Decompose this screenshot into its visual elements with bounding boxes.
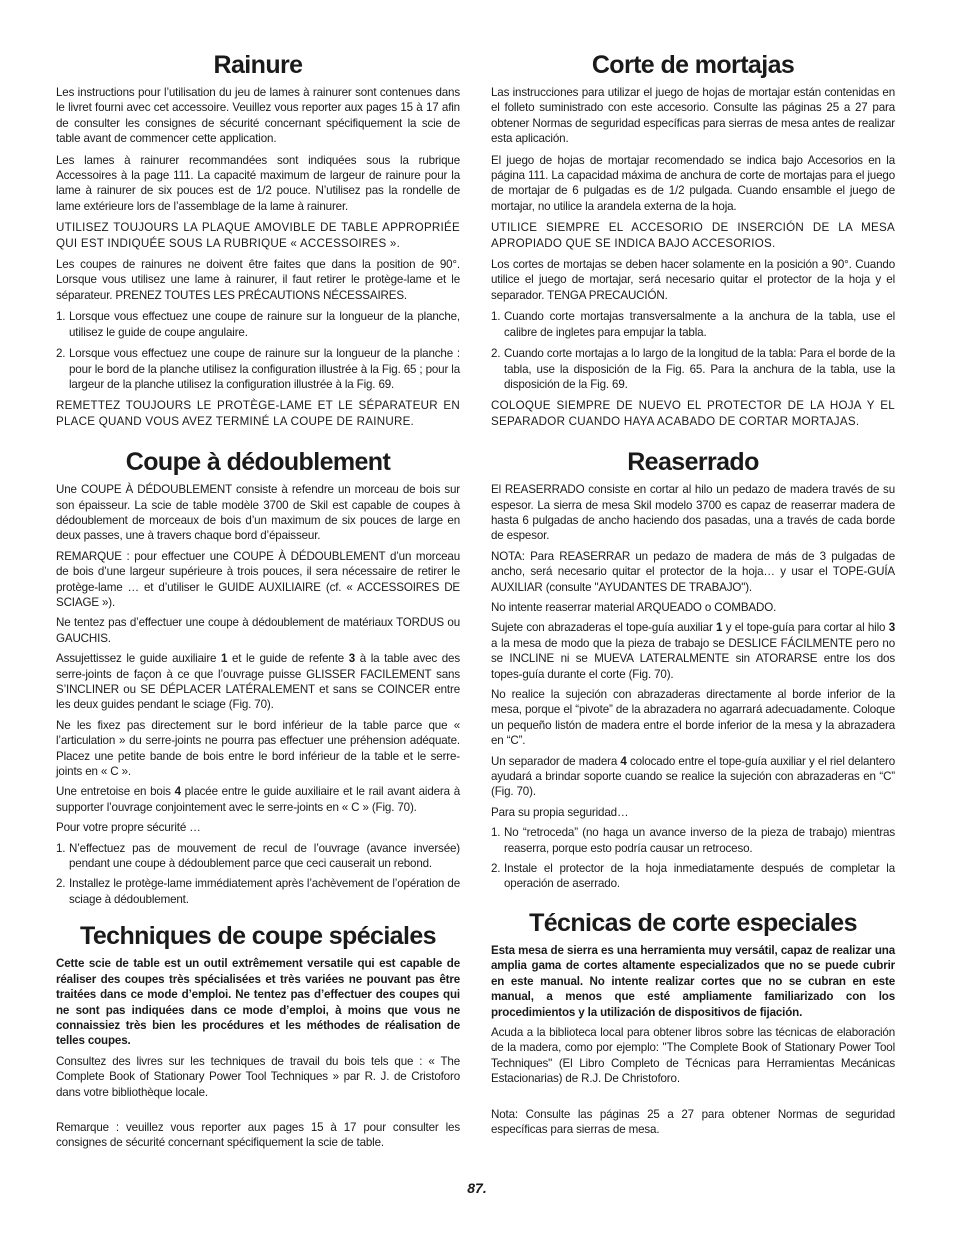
page-number: 87. bbox=[467, 1180, 487, 1196]
paragraph: El REASERRADO consiste en cortar al hilo un pedazo de madera través de su espesor. La sierra de mesa Skil modelo 3700 es capaz de reaserrar madera de hasta 6 pulgadas de ancho haciendo dos pasadas, una a través de cada borde de espesor. bbox=[491, 483, 895, 543]
callout-number: 4 bbox=[174, 785, 181, 799]
list-text: Cuando corte mortajas a lo largo de la longitud de la tabla: Para el borde de la tabla, use la disposición de la Fig. 65. Para la anchura de la tabla, use la disposición de la Fig. 69. bbox=[504, 347, 895, 391]
section-title-techniques: Techniques de coupe spéciales bbox=[80, 922, 436, 951]
list-text: Cuando corte mortajas transversalmente a la anchura de la tabla, use el calibre de ingletes para empujar la tabla. bbox=[504, 310, 895, 339]
text-run: colocado entre el tope-guía auxiliar y el riel delantero ayudará a brindar soporte cuando se realice la sujeción con abrazaderas en “C” (Fig. 70). bbox=[491, 754, 895, 799]
paragraph: Les lames à rainurer recommandées sont indiquées sous la rubrique Accessoires à la page 111. La capacité maximum de largeur de rainure pour la lame à rainurer de six pouces est de 1/2 pouce. N’utilisez pas la rondelle de lame extérieure lors de l’assemblage de la lame à rainurer. bbox=[56, 153, 460, 213]
list-number: 1. bbox=[56, 841, 66, 855]
list-item bbox=[56, 876, 460, 907]
paragraph bbox=[56, 784, 460, 815]
text-run: et le guide de refente bbox=[227, 652, 349, 666]
paragraph: No intente reaserrar material ARQUEADO o COMBADO. bbox=[491, 600, 777, 614]
paragraph: REMARQUE : pour effectuer une COUPE À DÉDOUBLEMENT d’un morceau de bois d’une largeur supérieure à trois pouces, il sera nécessaire de retirer le protège-lame … et d’utiliser le GUIDE AUXILIAIRE (cf. « ACCESSOIRES DE SCIAGE »). bbox=[56, 549, 460, 609]
list-text: Lorsque vous effectuez une coupe de rainure sur la longueur de la planche, utilisez le guide de coupe angulaire. bbox=[69, 310, 460, 339]
list-item bbox=[56, 841, 460, 872]
paragraph: Acuda a la biblioteca local para obtener libros sobre las técnicas de elaboración de la madera, como por ejemplo: "The Complete Book of Stationary Power Tool Techniques" (El Libro Completo de Técnicas para Herramientas Mecánicas Estacionarias) de R.J. De Christoforo. bbox=[491, 1025, 895, 1086]
paragraph: No realice la sujeción con abrazaderas directamente al borde inferior de la mesa, porque el “pivote” de la abrazadera no agarrará adecuadamente. Coloque un pequeño listón de madera entre el borde inferior de la mesa y la abrazadera en “C”. bbox=[491, 688, 895, 748]
french-column bbox=[56, 50, 460, 1151]
spanish-column bbox=[491, 50, 895, 1137]
list-item bbox=[56, 346, 460, 392]
paragraph: COLOQUE SIEMPRE DE NUEVO EL PROTECTOR DE LA HOJA Y EL SEPARADOR CUANDO HAYA ACABADO DE CORTAR MORTAJAS. bbox=[491, 399, 895, 428]
paragraph: Cette scie de table est un outil extrêmement versatile qui est capable de réaliser des coupes très spécialisées et très variées ne pouvant pas être traitées dans ce mode d’emploi. Ne tentez pas d’effectuer des coupes qui ne sont pas indiquées dans ce mode d’emploi, à moins que vous ne connaissiez très bien les procédures et les méthodes de réalisation de telles coupes. bbox=[56, 957, 460, 1048]
paragraph: UTILISEZ TOUJOURS LA PLAQUE AMOVIBLE DE TABLE APPROPRIÉE QUI EST INDIQUÉE SOUS LA RUBRIQUE « ACCESSOIRES ». bbox=[56, 221, 460, 250]
paragraph: Esta mesa de sierra es una herramienta muy versátil, capaz de realizar una amplia gama de cortes altamente especializados que no se puede cubrir en este manual. No intente realizar cortes que no se cubran en este manual, a menos que esté ampliamente familiarizado con los procedimientos y la utilización de dispositivos de fijación. bbox=[491, 943, 895, 1019]
paragraph: Nota: Consulte las páginas 25 a 27 para obtener Normas de seguridad específicas para sierras de mesa. bbox=[491, 1107, 895, 1136]
list-number: 2. bbox=[56, 877, 66, 891]
paragraph: Para su propia seguridad… bbox=[491, 805, 629, 819]
text-run: à la table avec des serre-joints de façon à ce que l’ouvrage puisse GLISSER FACILEMENT sans S’INCLINER ou SE DÉPLACER LATÉRALEMENT et sans se COINCER entre les deux guides pendant le sciage (Fig. 70). bbox=[56, 652, 460, 712]
callout-number: 1 bbox=[221, 652, 228, 666]
paragraph bbox=[56, 651, 460, 713]
list-text: Installez le protège-lame immédiatement après l’achèvement de l’opération de sciage à dédoublement. bbox=[69, 877, 460, 906]
section-title-tecnicas: Técnicas de corte especiales bbox=[529, 908, 857, 937]
list-item bbox=[491, 861, 895, 892]
list-number: 2. bbox=[491, 862, 501, 876]
paragraph: El juego de hojas de mortajar recomendado se indica bajo Accesorios en la página 111. La capacidad máxima de anchura de corte de mortajas para el juego de mortajar de 6 pulgadas es de 1/2 pulgada. Cuando ensamble el juego de mortajar, no utilice la arandela externa de la hoja. bbox=[491, 153, 895, 213]
list-text: N’effectuez pas de mouvement de recul de l’ouvrage (avance inversée) pendant une coupe à dédoublement parce que ceci causerait un rebond. bbox=[69, 841, 460, 871]
paragraph: Ne les fixez pas directement sur le bord inférieur de la table parce que « l’articulation » du serre-joints ne pourra pas effectuer une préhension adéquate. Placez une petite bande de bois entre le bord inférieur de la table et le serre-joints en « C ». bbox=[56, 718, 460, 779]
list-number: 1. bbox=[491, 310, 501, 324]
callout-number: 4 bbox=[620, 754, 627, 768]
text-run: a la mesa de modo que la pieza de trabajo se DESLICE FÁCILMENTE pero no se INCLINE ni se MUEVA LATERALMENTE sin ATORARSE entre los dos topes-guía durante el corte (Fig. 70). bbox=[491, 636, 895, 681]
text-run: Assujettissez le guide auxiliaire bbox=[56, 652, 222, 666]
section-title-dedoublement: Coupe à dédoublement bbox=[125, 448, 391, 477]
list-number: 1. bbox=[56, 310, 66, 324]
paragraph: REMETTEZ TOUJOURS LE PROTÈGE-LAME ET LE SÉPARATEUR EN PLACE QUAND VOUS AVEZ TERMINÉ LA COUPE DE RAINURE. bbox=[56, 399, 460, 428]
list-text: Instale el protector de la hoja inmediatamente después de completar la operación de aserrado. bbox=[504, 862, 895, 891]
paragraph: Ne tentez pas d’effectuer une coupe à dédoublement de matériaux TORDUS ou GAUCHIS. bbox=[56, 616, 460, 645]
paragraph: Les coupes de rainures ne doivent être faites que dans la position de 90°. Lorsque vous utilisez une lame à rainurer, il faut retirer le protège-lame et le séparateur. PRENEZ TOUTES LES PRÉCAUTIONS NÉCESSAIRES. bbox=[56, 258, 460, 302]
paragraph: Une COUPE À DÉDOUBLEMENT consiste à refendre un morceau de bois sur son épaisseur. La scie de table modèle 3700 de Skil est capable de coupes à dédoublement de morceaux de bois d’un maximum de six pouces de large en deux passes, une à travers chaque bord d’épaisseur. bbox=[56, 483, 460, 543]
list-text: No “retroceda” (no haga un avance inverso de la pieza de trabajo) mientras reaserra, porque esto podría causar un retroceso. bbox=[504, 826, 895, 855]
text-run: Une entretoise en bois bbox=[56, 785, 175, 799]
paragraph: Les instructions pour l’utilisation du jeu de lames à rainurer sont contenues dans le livret fourni avec cet accessoire. Veuillez vous reporter aux pages 15 à 17 afin de consulter les consignes de sécurité concernant spécifiquement la scie de table avant de commencer cette application. bbox=[56, 86, 460, 146]
list-item bbox=[491, 825, 895, 856]
list-number: 1. bbox=[491, 826, 501, 840]
text-run: Un separador de madera bbox=[491, 754, 621, 768]
callout-number: 3 bbox=[348, 652, 356, 666]
list-item bbox=[491, 309, 895, 340]
section-title-reaserrado: Reaserrado bbox=[627, 448, 759, 477]
list-text: Lorsque vous effectuez une coupe de rainure sur la longueur de la planche : pour le bord de la planche utilisez la configuration illustrée à la Fig. 65 ; pour la largeur de la planche utilisez la configuration illustrée à la Fig. 69. bbox=[69, 347, 460, 391]
text-run: placée entre le guide auxiliaire et le rail avant aidera à supporter l’ouvrage conjointement avec le serre-joints en « C » (Fig. 70). bbox=[56, 785, 460, 814]
text-run: Sujete con abrazaderas el tope-guía auxiliar bbox=[491, 621, 717, 635]
callout-number: 3 bbox=[888, 621, 895, 635]
paragraph bbox=[491, 620, 895, 682]
list-number: 2. bbox=[56, 347, 66, 361]
paragraph bbox=[491, 754, 895, 800]
callout-number: 1 bbox=[716, 621, 723, 635]
list-item bbox=[56, 309, 460, 340]
paragraph: Pour votre propre sécurité … bbox=[56, 821, 201, 835]
paragraph: Las instrucciones para utilizar el juego de hojas de mortajar están contenidas en el folleto suministrado con este accesorio. Consulte las páginas 25 a 27 para obtener Normas de seguridad específicas para sierras de mesa antes de realizar esta aplicación. bbox=[491, 86, 895, 146]
paragraph: Remarque : veuillez vous reporter aux pages 15 à 17 pour consulter les consignes de sécurité concernant spécifiquement la scie de table. bbox=[56, 1120, 460, 1150]
paragraph: UTILICE SIEMPRE EL ACCESORIO DE INSERCIÓN DE LA MESA APROPIADO QUE SE INDICA BAJO ACCESORIOS. bbox=[491, 221, 895, 250]
paragraph: Los cortes de mortajas se deben hacer solamente en la posición a 90°. Cuando utilice el juego de mortajar, será necesario quitar el protector de la hoja y el separador. TENGA PRECAUCIÓN. bbox=[491, 258, 895, 302]
list-item bbox=[491, 346, 895, 392]
section-title-rainure: Rainure bbox=[213, 51, 303, 79]
list-number: 2. bbox=[491, 347, 501, 361]
text-run: y el tope-guía para cortar al hilo bbox=[722, 621, 889, 635]
paragraph: Consultez des livres sur les techniques de travail du bois tels que : « The Complete Book of Stationary Power Tool Techniques » par R. J. de Cristoforo dans votre bibliothèque locale. bbox=[56, 1054, 460, 1099]
paragraph: NOTA: Para REASERRAR un pedazo de madera de más de 3 pulgadas de ancho, será necesario quitar el protector de la hoja… y usar el TOPE-GUÍA AUXILIAR (consulte "AYUDANTES DE TRABAJO"). bbox=[491, 549, 895, 594]
section-title-mortajas: Corte de mortajas bbox=[591, 51, 795, 79]
